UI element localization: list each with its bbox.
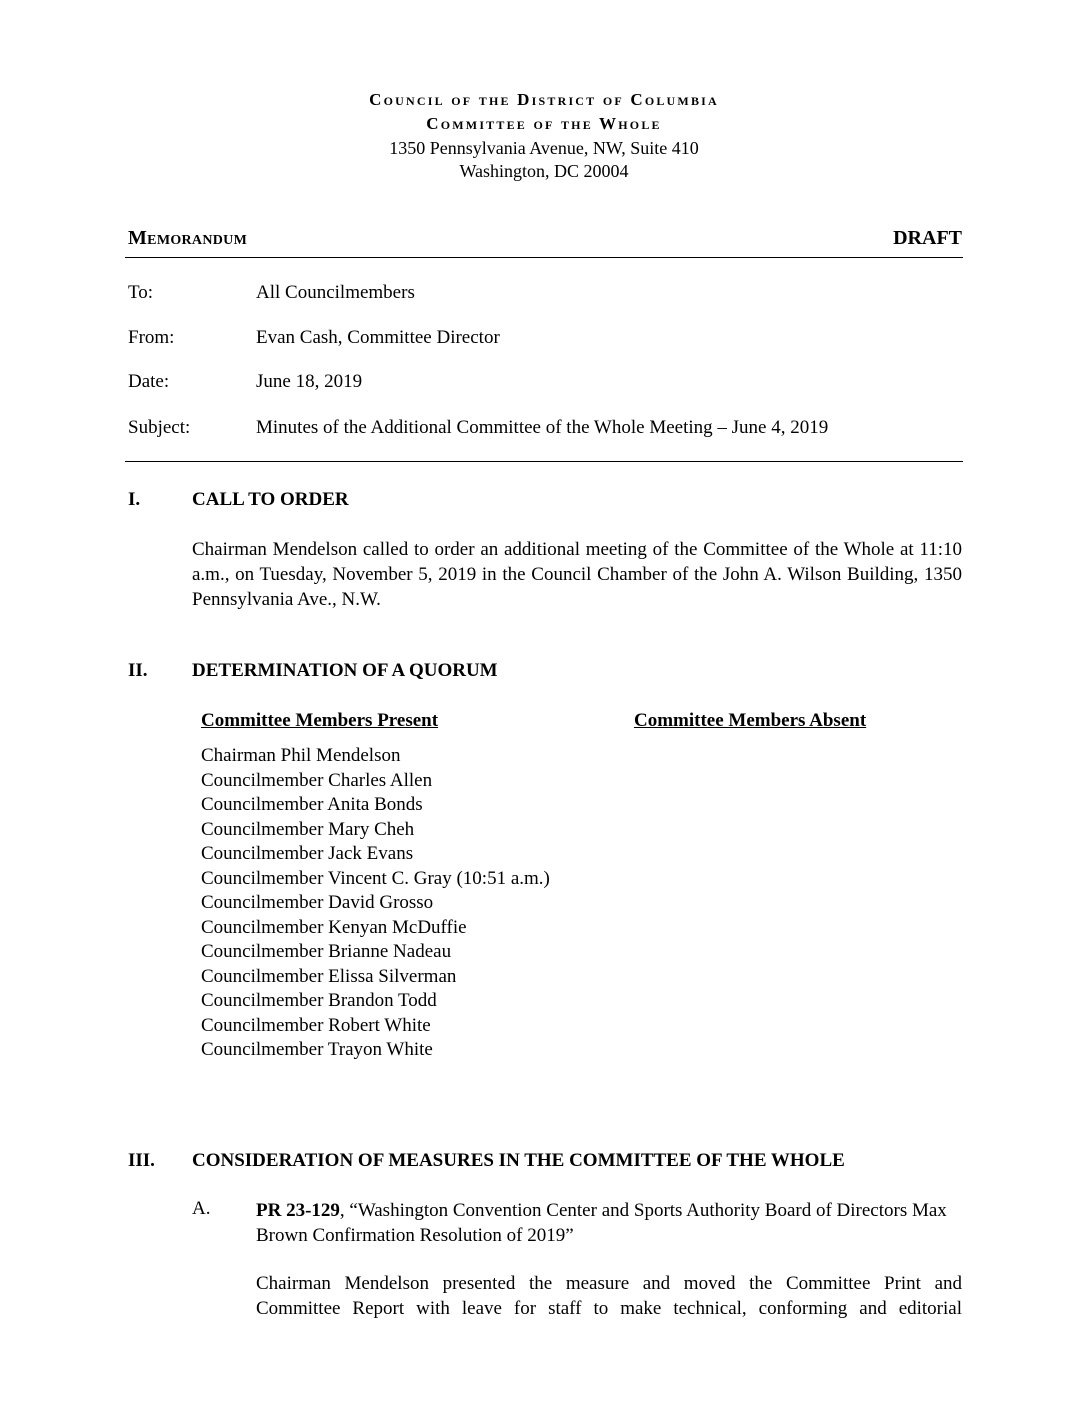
measure-number: PR 23-129 [256, 1200, 340, 1221]
from-value: Evan Cash, Committee Director [256, 327, 500, 348]
member-name: Councilmember Mary Cheh [201, 818, 415, 840]
letterhead-org: Council of the District of Columbia [369, 90, 719, 109]
item-a-title [256, 1198, 962, 1248]
subject-rule [125, 461, 963, 462]
header-rule [125, 257, 963, 258]
section-3-title: CONSIDERATION OF MEASURES IN THE COMMITTEE OF THE WHOLE [192, 1150, 845, 1171]
member-name: Councilmember Brandon Todd [201, 990, 437, 1011]
item-a-letter: A. [192, 1198, 211, 1219]
measure-title: , “Washington Convention Center and Sports Authority Board of Directors Max Brown Confirmation Resolution of 2019” [256, 1200, 947, 1246]
member-name: Councilmember David Grosso [201, 892, 434, 913]
member-name: Councilmember Trayon White [201, 1039, 433, 1060]
to-value: All Councilmembers [256, 282, 415, 303]
subject-label: Subject: [128, 417, 191, 438]
member-name: Chairman Phil Mendelson [201, 745, 401, 766]
memo-label: Memorandum [128, 227, 248, 249]
letterhead-address-line1: 1350 Pennsylvania Avenue, NW, Suite 410 [389, 138, 699, 158]
member-name: Councilmember Robert White [201, 1014, 431, 1036]
date-value: June 18, 2019 [256, 371, 363, 392]
section-1-title: CALL TO ORDER [192, 489, 349, 510]
from-label: From: [128, 327, 175, 348]
section-1-number: I. [128, 489, 141, 510]
call-to-order-paragraph: Chairman Mendelson called to order an additional meeting of the Committee of the Whole at 11:10 a.m., on Tuesday, November 5, 2019 in the Council Chamber of the John A. Wilson Building, 1350 Pennsylvania Ave., N.W. [192, 539, 962, 610]
draft-status: DRAFT [893, 227, 962, 249]
letterhead-address-line2: Washington, DC 20004 [459, 161, 629, 181]
item-a-paragraph: Chairman Mendelson presented the measure and moved the Committee Print and Committee Report with leave for staff to make technical, conforming and editorial [256, 1273, 962, 1319]
to-label: To: [128, 282, 154, 303]
date-label: Date: [128, 371, 170, 392]
section-3-number: III. [128, 1150, 155, 1171]
member-name: Councilmember Jack Evans [201, 843, 414, 864]
member-name: Councilmember Vincent C. Gray (10:51 a.m.) [201, 867, 550, 889]
letterhead-committee: Committee of the Whole [426, 114, 662, 133]
subject-value: Minutes of the Additional Committee of the Whole Meeting – June 4, 2019 [256, 417, 829, 438]
members-absent-header: Committee Members Absent [634, 710, 867, 731]
member-name: Councilmember Charles Allen [201, 769, 433, 791]
memo-heading [128, 227, 962, 257]
section-2-number: II. [128, 660, 148, 681]
members-present-list [201, 744, 550, 1063]
member-name: Councilmember Elissa Silverman [201, 965, 457, 987]
members-present-header: Committee Members Present [201, 710, 439, 731]
member-name: Councilmember Brianne Nadeau [201, 941, 452, 962]
member-name: Councilmember Kenyan McDuffie [201, 916, 467, 938]
section-2-title: DETERMINATION OF A QUORUM [192, 660, 498, 681]
member-name: Councilmember Anita Bonds [201, 794, 423, 815]
